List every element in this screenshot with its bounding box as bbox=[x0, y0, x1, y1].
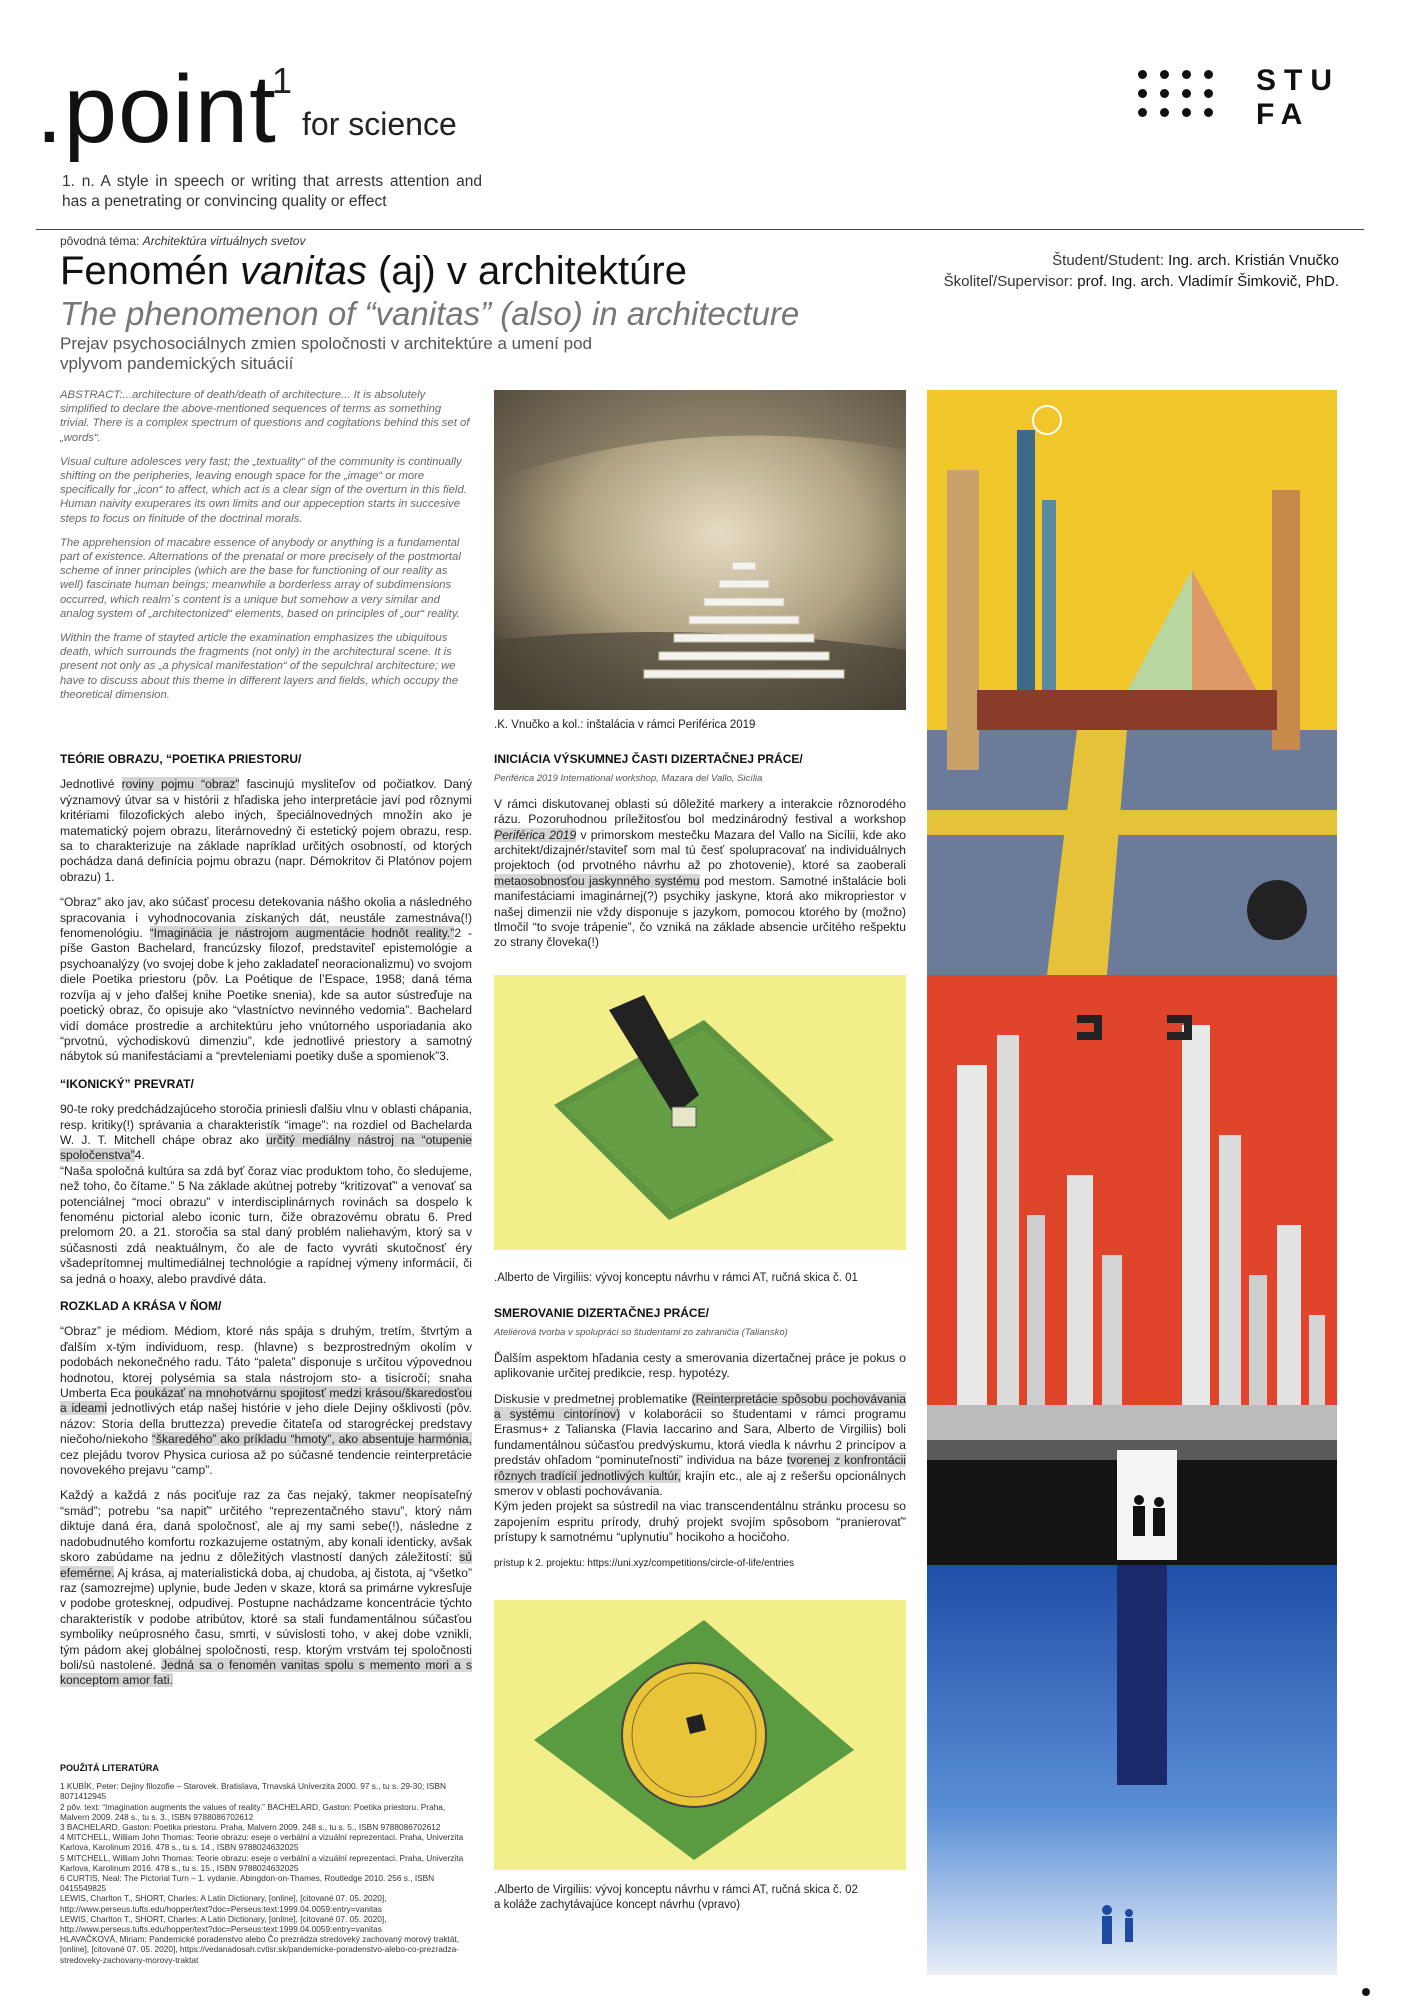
end-mark bbox=[1362, 1988, 1370, 1996]
sketch-01-image bbox=[494, 975, 906, 1250]
collage-blue-image bbox=[927, 1565, 1337, 1975]
page-title: Fenomén vanitas (aj) v architektúre bbox=[60, 249, 687, 293]
header-divider bbox=[36, 229, 1364, 230]
collage-yellow-image bbox=[927, 390, 1337, 975]
definition-text: 1. n. A style in speech or writing that arrests attention and has a penetrating or convincing quality or effect bbox=[62, 173, 482, 210]
point-logo-superscript: 1 bbox=[272, 60, 293, 101]
caption-installation: .K. Vnučko a kol.: inštalácia v rámci Periférica 2019 bbox=[494, 719, 756, 731]
section-heading: SMEROVANIE DIZERTAČNEJ PRÁCE/ bbox=[494, 1306, 709, 1320]
cave-installation-photo bbox=[494, 390, 906, 710]
authors-block bbox=[944, 250, 1339, 292]
svg-text:.: . bbox=[794, 1171, 796, 1177]
stufa-line2: FA bbox=[1256, 98, 1311, 131]
section-heading: ROZKLAD A KRÁSA V ŇOM/ bbox=[60, 1299, 222, 1313]
point-logo-subtitle: for science bbox=[302, 106, 457, 142]
column-research: INICIÁCIA VÝSKUMNEJ ČASTI DIZERTAČNEJ PRÁCE/ Periférica 2019 International workshop, Mazara del Vallo, Sicília V rámci diskutovanej oblasti sú dôležité markery a interakcie rôznorodého rázu. Pozoruhodnou príležitosťou bol medzinárodný festival a workshop Periférica 2019 v primorskom mestečku Mazara del Vallo na Sicílii, kde ako architekt/dizajnér/staviteľ som mal tú česť spolupracovať na individuálnych projektoch (od prvotného návrhu až po zhotovenie), ktoré sa zaoberali metaosobnosťou jaskynného systému pod mestom. Samotné inštalácie boli manifestáciami imaginárnej(?) psychiky jaskyne, ktorá ako mikropriestor v našej dimenzii nie vždy disponuje s jazykom, pomocou ktorého by (možno) tlmočil “to svoje trápenie”, čo vzniká na základe absencie určitého rešpektu zo strany človeka(!) bbox=[494, 752, 907, 950]
page-title-english: The phenomenon of “vanitas” (also) in architecture bbox=[60, 295, 800, 332]
section-heading: INICIÁCIA VÝSKUMNEJ ČASTI DIZERTAČNEJ PRÁCE/ bbox=[494, 752, 803, 766]
caption-sketch-02: .Alberto de Virgiliis: vývoj konceptu návrhu v rámci AT, ručná skica č. 02 a koláže zachytávajúce koncept návrhu (vpravo) bbox=[494, 1884, 858, 1911]
point-logo: .point bbox=[36, 56, 277, 163]
collage-dark-band-image bbox=[927, 1440, 1337, 1565]
stufa-line1: STU bbox=[1256, 64, 1340, 97]
supervisor-line: Školiteľ/Supervisor: prof. Ing. arch. Vladimír Šimkovič, PhD. bbox=[943, 273, 1339, 290]
section-heading: TEÓRIE OBRAZU, “POETIKA PRIESTORU/ bbox=[60, 752, 302, 766]
sketch-02-image bbox=[494, 1600, 906, 1870]
column-direction: SMEROVANIE DIZERTAČNEJ PRÁCE/ Ateliérová tvorba v spolupráci so študentami zo zahraničia (Taliansko) Ďalším aspektom hľadania cesty a smerovania dizertačnej práce je pokus o aplikovanie určitej predikcie, resp. hypotézy. Diskusie v predmetnej problematike (Reinterpretácie spôsobu pochovávania a systému cintorínov) v kolaborácii so študentami v rámci programu Erasmus+ z Talianska (Flavia Iaccarino and Sara, Alberto de Virgiliis) boli fundamentálnou súčasťou predvýskumu, ktorá viedla k návrhu 2 princípov a predstáv ohľadom “pominuteľnosti” individua na báze tvorenej z konfrontácii rôznych tradícií jednotlivých kultúr, krajín etc., ale aj z rešeršu opcionálnych smerov v oblasti pochovávania. Kým jeden projekt sa sústredil na viac transcendentálnu stránku procesu so zapojením espritu prírody, druhý projekt svojím spôsobom “pranierovať” prístupy k samotnému “uplynutiu” hocikoho a hocičoho. prístup k 2. projektu: https://uni.xyz/competitions/circle-of-life/entries bbox=[494, 1306, 906, 1581]
caption-sketch-01: .Alberto de Virgiliis: vývoj konceptu návrhu v rámci AT, ručná skica č. 01 bbox=[494, 1272, 858, 1284]
section-heading: “IKONICKÝ” PREVRAT/ bbox=[60, 1076, 194, 1091]
column-theory: TEÓRIE OBRAZU, “POETIKA PRIESTORU/ Jednotlivé roviny pojmu “obraz” fascinujú mysliteľov od počiatkov. Daný významový útvar sa v histórii z hľadiska jeho interpretácie javí pod rôznymi kritériami filozofických alebo iných, špeciálnovedných množín ako je matematický pojem obrazu, literárnovedný či estetický pojem obrazu, resp. sa to charakterizuje na základe napríklad určitých osobností, od ktorých pochádza daná definícia pojmu obrazu (napr. Démokritov či Platónov pojem obrazu) 1. “Obraz” ako jav, ako súčasť procesu detekovania nášho okolia a následného spracovania i vyhodnocovania získaných dát, neustále zamestnáva(!) fenomenológiu. “Imaginácia je nástrojom augmentácie hodnôt reality.”2 - píše Gaston Bachelard, francúzsky filozof, predstaviteľ epistemológie a psychoanalýzy (vo svojej dobe k jeho zakladateľ neoracionalizmu) vo svojom diele Poetika priestoru (pôv. La Poétique de l’Espace, 1958; daná téma rozvíja aj v jeho ďalšej knihe Poetike snenia), kde sa autor sústreďuje na poetický obraz, čo opisuje ako “vlastníctvo nevinného vedomia”. Bachelard vidí domáce prostredie a architektúru jeho vnútorného usporiadania ako “prvotnú, východiskovú dimenziu”, kde jednotlivé priestory a samotný nábytok sú manifestáciami a “prevteleniami poetiky duše a spomienok”3. “IKONICKÝ” PREVRAT/ 90-te roky predchádzajúceho storočia priniesli ďalšiu vlnu v oblasti chápania, resp. kritiky(!) správania a charakteristík “image”: na rozdiel od Bachelarda W. J. T. Mitchell chápe obraz ako určitý mediálny nástroj na “otupenie spoločenstva”4. “Naša spoločná kultúra sa zdá byť čoraz viac produktom toho, čo sledujeme, než toho, čo čítame.” 5 Na základe akútnej potreby “kritizovať” a venovať sa potenciálnej “moci obrazu” v interdisciplinárnych rovinách sa dospelo k fenoménu pictorial alebo iconic turn, čiže obrazovému obratu 6. Pred prelomom 20. a 21. storočia sa stal daný problém naliehavým, ktorý sa v súčasnosti zdá neaktuálnym, čo ale de facto vyvráti skutočnosť éry všadeprítomnej multimediálnej technológie a rapídnej výmeny informácií, či sa jedná o hoaxy, alebo pravdivé dáta. ROZKLAD A KRÁSA V ŇOM/ “Obraz” je médiom. Médiom, ktoré nás spája s druhým, tretím, štvrtým a ďalším x-tým individuom, resp. (hlavne) s bezprostredným okolím v podobách nekonečného radu. Táto “paleta” disponuje s určitou výpovednou hodnotou, ktorej polysémia sa stala nástrojom sto- a tisícročí; snaha Umberta Eca poukázať na mnohotvárnu spojitosť medzi krásou/škaredosťou a ideami jednotlivých etáp našej histórie v jeho diele Dejiny ošklivosti (pôv. názov: Storia della bruttezza) prevedie čitateľa od starogréckej predstavy niečoho/niekoho “škaredého” ako príkladu “hmoty”, ako absentuje harmónia, cez plejádu tvorov Physica curiosa až po súčasné tendencie reinterpretácie novovekého prejavu “camp”. Každý a každá z nás pociťuje raz za čas nejaký, takmer neopísateľný “smäd”; potrebu “sa napiť” určitého “reprezentačného stavu”, ktorý nám diktuje daná éra, daná spoločnosť, ale aj my sami sebe(!), následne z nadobudnutého komfortu rozkazujeme ostatným, aby konali identicky, avšak skoro zabúdame na jednu z dôležitých vlastností daných záležitostí: sú efemérne. Aj krása, aj materialistická doba, aj chudoba, aj čistota, aj “všetko” raz (samozrejme) uplynie, bude Jeden v skaze, ktorá sa primárne vykresľuje v podobe grotesknej, odpudivej. Postupne nachádzame koncentrácie týchto charakteristík v podobe atribútov, ktoré sa stali fundamentálnou súčasťou symboliky neúprosného času, smrti, v súvislosti toho, v akej dobe vznikli, tým pádom akej globálnej spoločnosti, resp. ktorým vrstvám tej spoločnosti boli/sú nastolené. Jedná sa o fenomén vanitas spolu s memento mori a s konceptom amor fati. bbox=[60, 752, 473, 1688]
references: POUŽITÁ LITERATÚRA 1 KUBÍK, Peter: Dejiny filozofie – Starovek. Bratislava, Trnavská Univerzita 2000. 97 s., tu s. 29-30; ISBN 8071412945 2 pôv. text: “Imagination augments the values of reality.” BACHELARD, Gaston: Poetika priestoru. Praha, Malvern 2009. 248 s., tu s. 3., ISBN 9788086702612 3 BACHELARD, Gaston: Poetika priestoru. Praha, Malvern 2009. 248 s., tu s. 5., ISBN 9788086702612 4 MITCHELL, William John Thomas: Teorie obrazu: eseje o verbální a vizuální reprezentaci. Praha, Univerzita Karlova, Karolinum 2016. 478 s., tu s. 14., ISBN 9788024632025 5 MITCHELL, William John Thomas: Teorie obrazu: eseje o verbální a vizuální reprezentaci. Praha, Univerzita Karlova, Karolinum 2016. 478 s., tu s. 15., ISBN 9788024632025 6 CURTIS, Neal: The Pictorial Turn – 1. vydanie. Abingdon-on-Thames, Routledge 2010. 256 s., ISBN 0415549825 LEWIS, Charlton T., SHORT, Charles: A Latin Dictionary, [online], [citované 07. 05. 2020], http://www.perseus.tufts.edu/hopper/text?doc=Perseus:text:1999.04.0059:entry=vanitas LEWIS, Charlton T., SHORT, Charles: A Latin Dictionary, [online], [citované 07. 05. 2020], http://www.perseus.tufts.edu/hopper/text?doc=Perseus:text:1999.04.0059:entry=vanitas HLAVAČKOVÁ, Miriam: Pandemické poradenstvo alebo Čo prezrádza stredoveký zachovaný morový traktát, [online], [citované 07. 05. 2020], https://vedanadosah.cvtisr.sk/pandemicke-poradenstvo-alebo-co-prezradza-stredoveky-zachovany-morovy-traktat bbox=[60, 1763, 464, 1965]
abstract: ABSTRACT:...architecture of death/death of architecture... It is absolutely simplified to declare the above-mentioned sequences of terms as something trivial. There is a complex spectrum of questions and cogitations behind this set of „words“. Visual culture adolesces very fast; the „textuality“ of the community is continually shifting on the peripheries, leaving enough space for the „image“ or more specifically for „icon“ to affect, which act is a clear sign of the overturn in this field. Human naivity exuperares its own limits and our appeception starts in succesive steps to focus on finitude of the doctrinal morals. The apprehension of macabre essence of anybody or anything is a fundamental part of existence. Alternations of the prenatal or more precisely of the postmortal scheme of inner principles (which are the base for functioning of our reality as well) fascinate human beings; meanwhile a borderless array of subdimensions occurred, which realm´s content is a unique but somehow a very similar and analog system of „architectonized“ elements, based on principles of „our“ reality. Within the frame of stayted article the examination emphasizes the ubiquitous death, which surrounds the fragments (not only) in the architectural scene. It is present not only as „a physical manifestation“ of the sepulchral architecture; we have to discuss about this theme in different layers and fields, which occupy the theoretical dimension. bbox=[60, 389, 470, 701]
stufa-dot-grid-icon bbox=[1138, 70, 1213, 117]
page-subtitle: Prejav psychosociálnych zmien spoločnosti v architektúre a umení pod vplyvom pandemických situácií bbox=[60, 334, 592, 373]
project-link[interactable]: prístup k 2. projektu: https://uni.xyz/competitions/circle-of-life/entries bbox=[494, 1557, 795, 1569]
student-line: Študent/Student: Ing. arch. Kristián Vnučko bbox=[1052, 252, 1339, 269]
original-topic: pôvodná téma: Architektúra virtuálnych svetov bbox=[60, 234, 306, 248]
collage-red-image bbox=[927, 975, 1337, 1440]
